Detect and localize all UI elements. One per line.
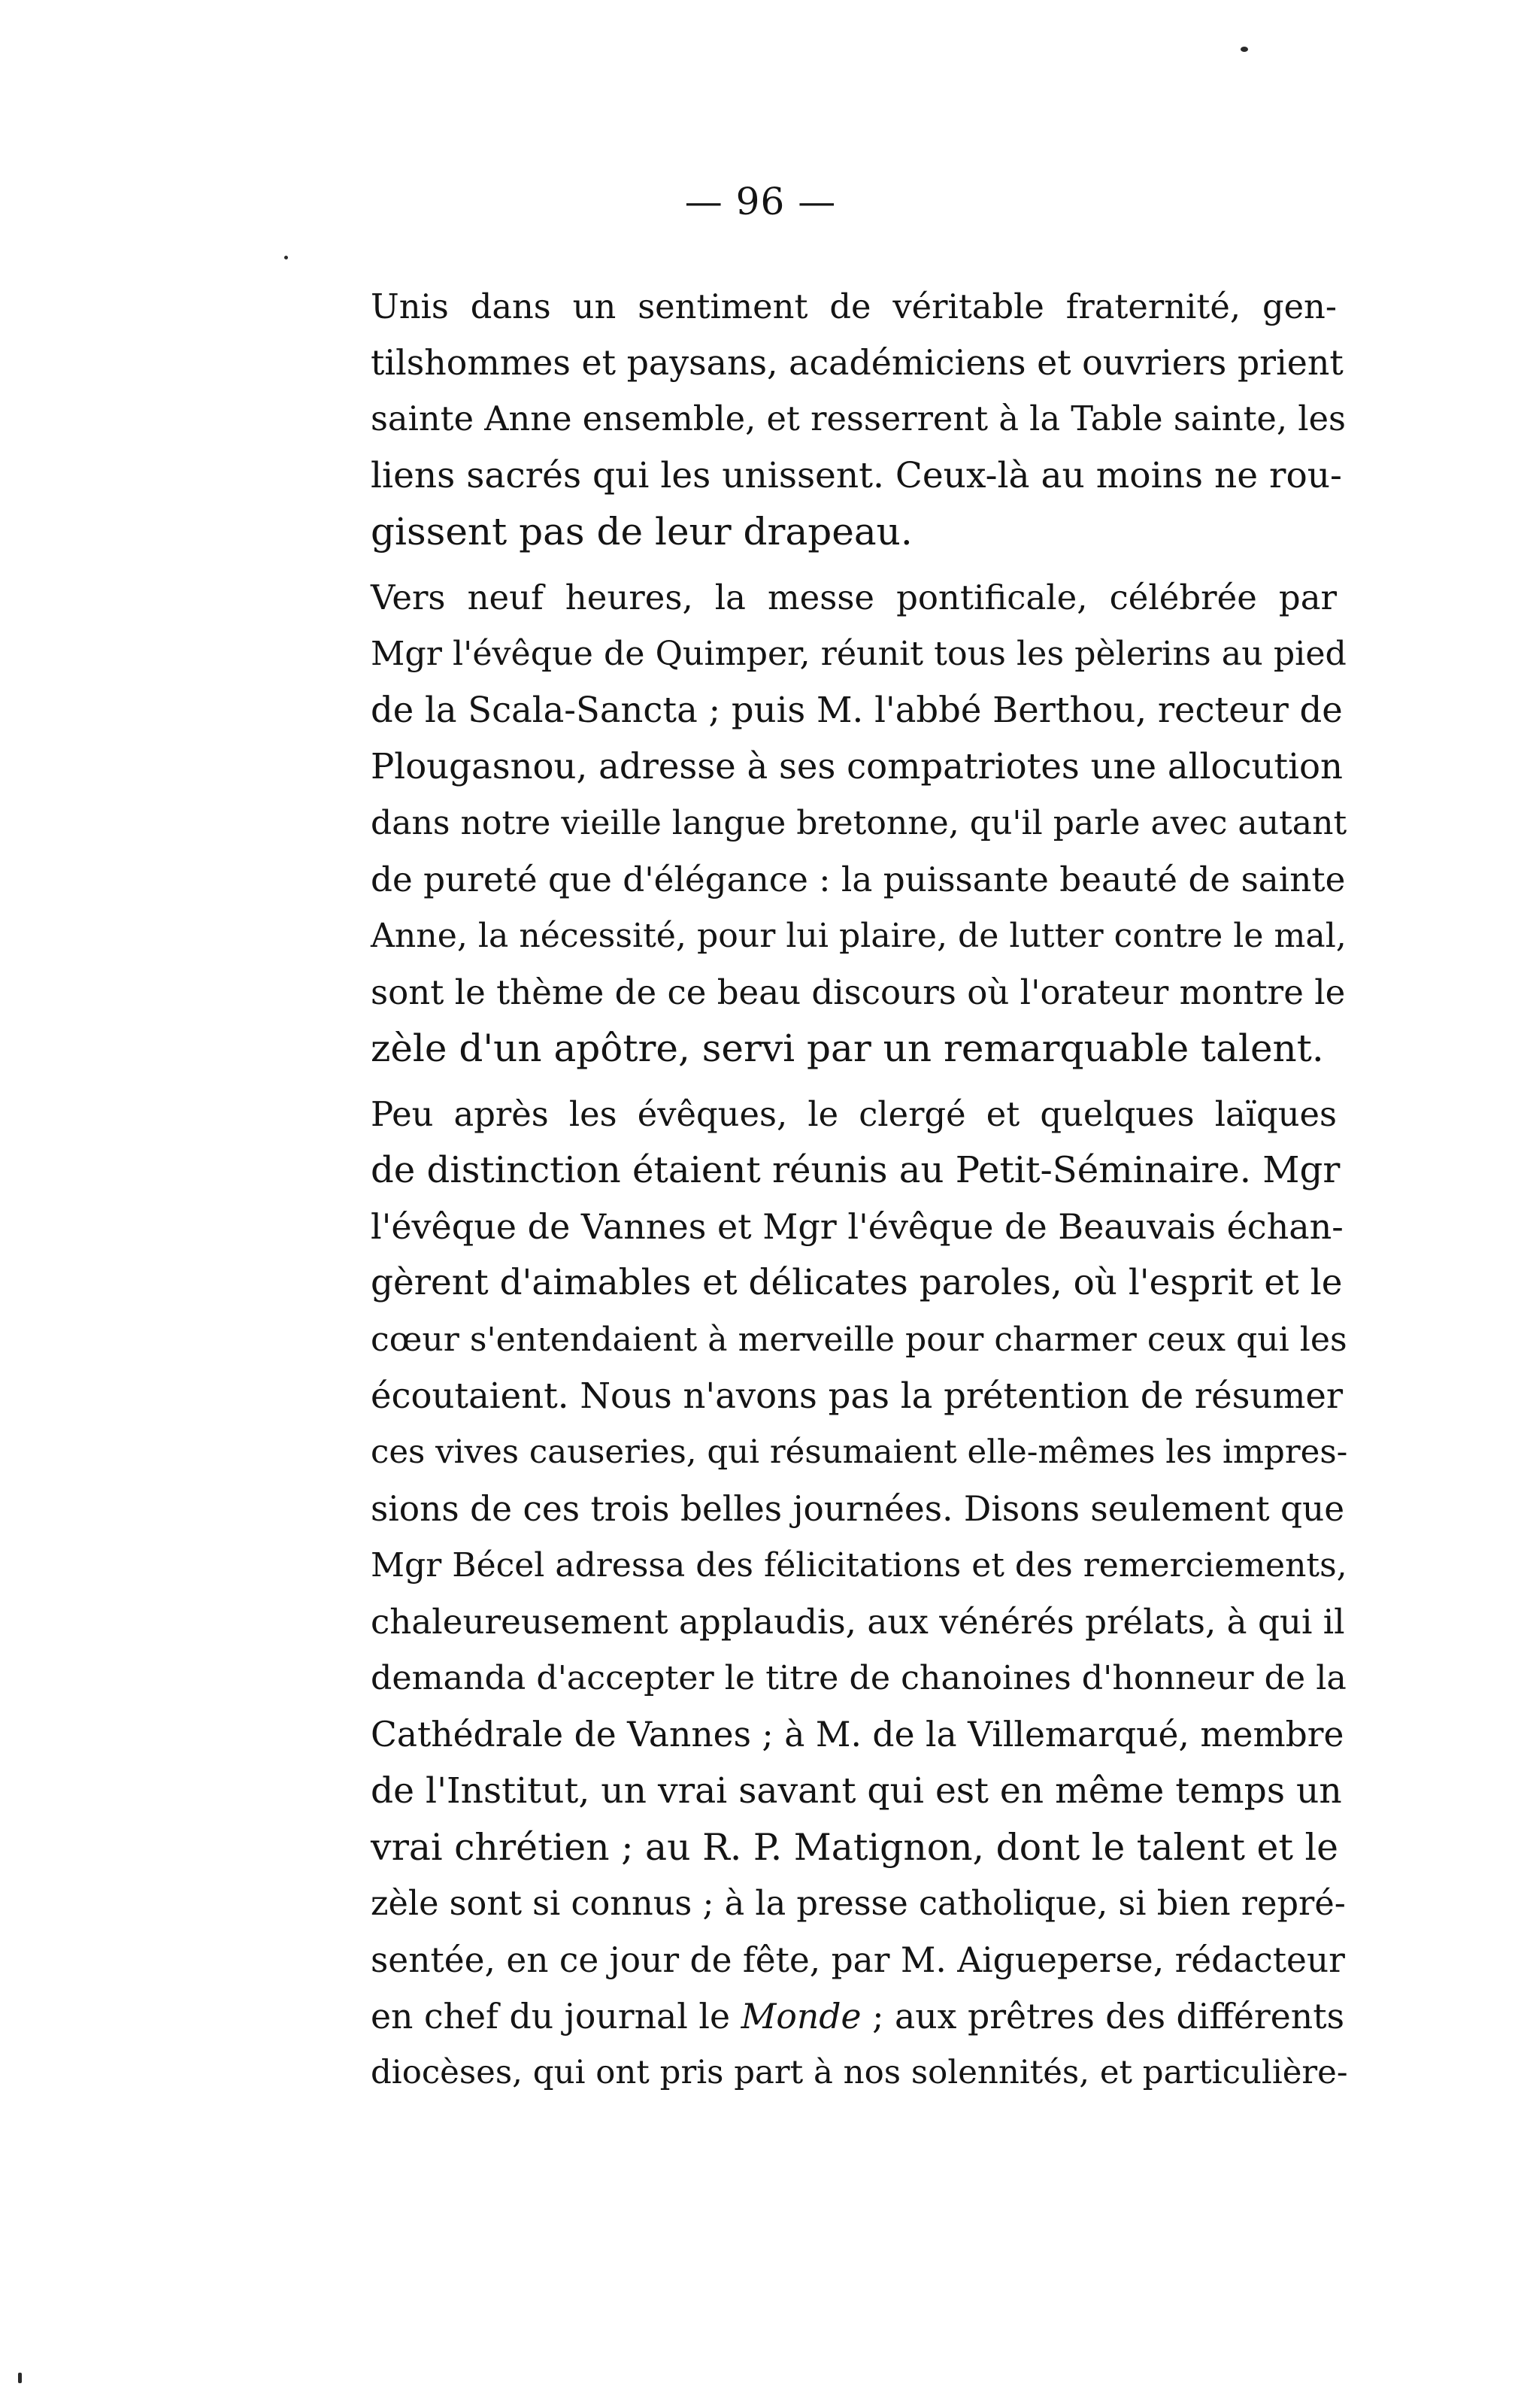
text-line: liens sacrés qui les unissent. Ceux-là au moins ne rou- bbox=[371, 455, 1342, 496]
ink-speck bbox=[1241, 47, 1248, 52]
text-line: sions de ces trois belles journées. Disons seulement que bbox=[371, 1489, 1345, 1529]
text-line: Plougasnou, adresse à ses compatriotes une allocution bbox=[371, 746, 1343, 787]
text-line: Peu après les évêques, le clergé et quelques laïques bbox=[371, 1094, 1337, 1134]
text-fragment: ; aux prêtres des différents bbox=[861, 1997, 1345, 2036]
text-line: de distinction étaient réunis au Petit-Séminaire. Mgr bbox=[371, 1149, 1341, 1191]
text-line: tilshommes et paysans, académiciens et ouvriers prient bbox=[371, 342, 1344, 383]
text-line: Mgr Bécel adressa des félicitations et des remerciements, bbox=[371, 1546, 1347, 1585]
paragraph-2 bbox=[284, 569, 1347, 1077]
ink-speck bbox=[18, 2373, 22, 2383]
page-number: — 96 — bbox=[684, 180, 837, 223]
text-line: l'évêque de Vannes et Mgr l'évêque de Beauvais échan- bbox=[371, 1206, 1344, 1247]
text-line: de la Scala-Sancta ; puis M. l'abbé Berthou, recteur de bbox=[371, 690, 1343, 730]
text-line: Anne, la nécessité, pour lui plaire, de lutter contre le mal, bbox=[371, 917, 1347, 955]
text-line: écoutaient. Nous n'avons pas la prétention de résumer bbox=[371, 1375, 1344, 1416]
text-line: de pureté que d'élégance : la puissante beauté de sainte bbox=[371, 860, 1346, 899]
text-line: Cathédrale de Vannes ; à M. de la Villemarqué, membre bbox=[371, 1715, 1344, 1754]
text-line-with-italic bbox=[284, 1988, 1345, 2045]
body-text bbox=[284, 278, 1348, 2110]
text-line: cœur s'entendaient à merveille pour charmer ceux qui les bbox=[371, 1321, 1347, 1359]
text-line: ces vives causeries, qui résumaient elle-mêmes les impres- bbox=[371, 1433, 1348, 1471]
paragraph-1 bbox=[284, 278, 1346, 560]
text-line: vrai chrétien ; au R. P. Matignon, dont le talent et le bbox=[371, 1826, 1338, 1869]
text-line: chaleureusement applaudis, aux vénérés prélats, à qui il bbox=[371, 1602, 1345, 1642]
text-line: sentée, en ce jour de fête, par M. Aigueperse, rédacteur bbox=[371, 1940, 1345, 1980]
text-line: Vers neuf heures, la messe pontificale, célébrée par bbox=[371, 578, 1337, 617]
text-fragment: en chef du journal le bbox=[371, 1997, 741, 2036]
text-line: Mgr l'évêque de Quimper, réunit tous les pèlerins au pied bbox=[371, 635, 1347, 673]
paragraph-3 bbox=[284, 1086, 1348, 2101]
text-line: Unis dans un sentiment de véritable fraternité, gen- bbox=[371, 287, 1337, 326]
text-line: gèrent d'aimables et délicates paroles, où l'esprit et le bbox=[371, 1263, 1343, 1303]
text-line: sainte Anne ensemble, et resserrent à la Table sainte, les bbox=[371, 399, 1346, 438]
text-line: de l'Institut, un vrai savant qui est en même temps un bbox=[371, 1770, 1342, 1812]
text-line: diocèses, qui ont pris part à nos solennités, et particulière- bbox=[371, 2054, 1348, 2091]
text-line: sont le thème de ce beau discours où l'orateur montre le bbox=[371, 972, 1346, 1012]
journal-title: Monde bbox=[741, 1997, 862, 2036]
text-line: zèle sont si connus ; à la presse catholique, si bien repré- bbox=[371, 1884, 1346, 1923]
text-line: zèle d'un apôtre, servi par un remarquable talent. bbox=[371, 1027, 1324, 1070]
text-line: demanda d'accepter le titre de chanoines d'honneur de la bbox=[371, 1659, 1347, 1697]
text-line: dans notre vieille langue bretonne, qu'il parle avec autant bbox=[371, 804, 1347, 842]
ink-speck bbox=[284, 256, 288, 259]
text-line: gissent pas de leur drapeau. bbox=[371, 510, 913, 553]
